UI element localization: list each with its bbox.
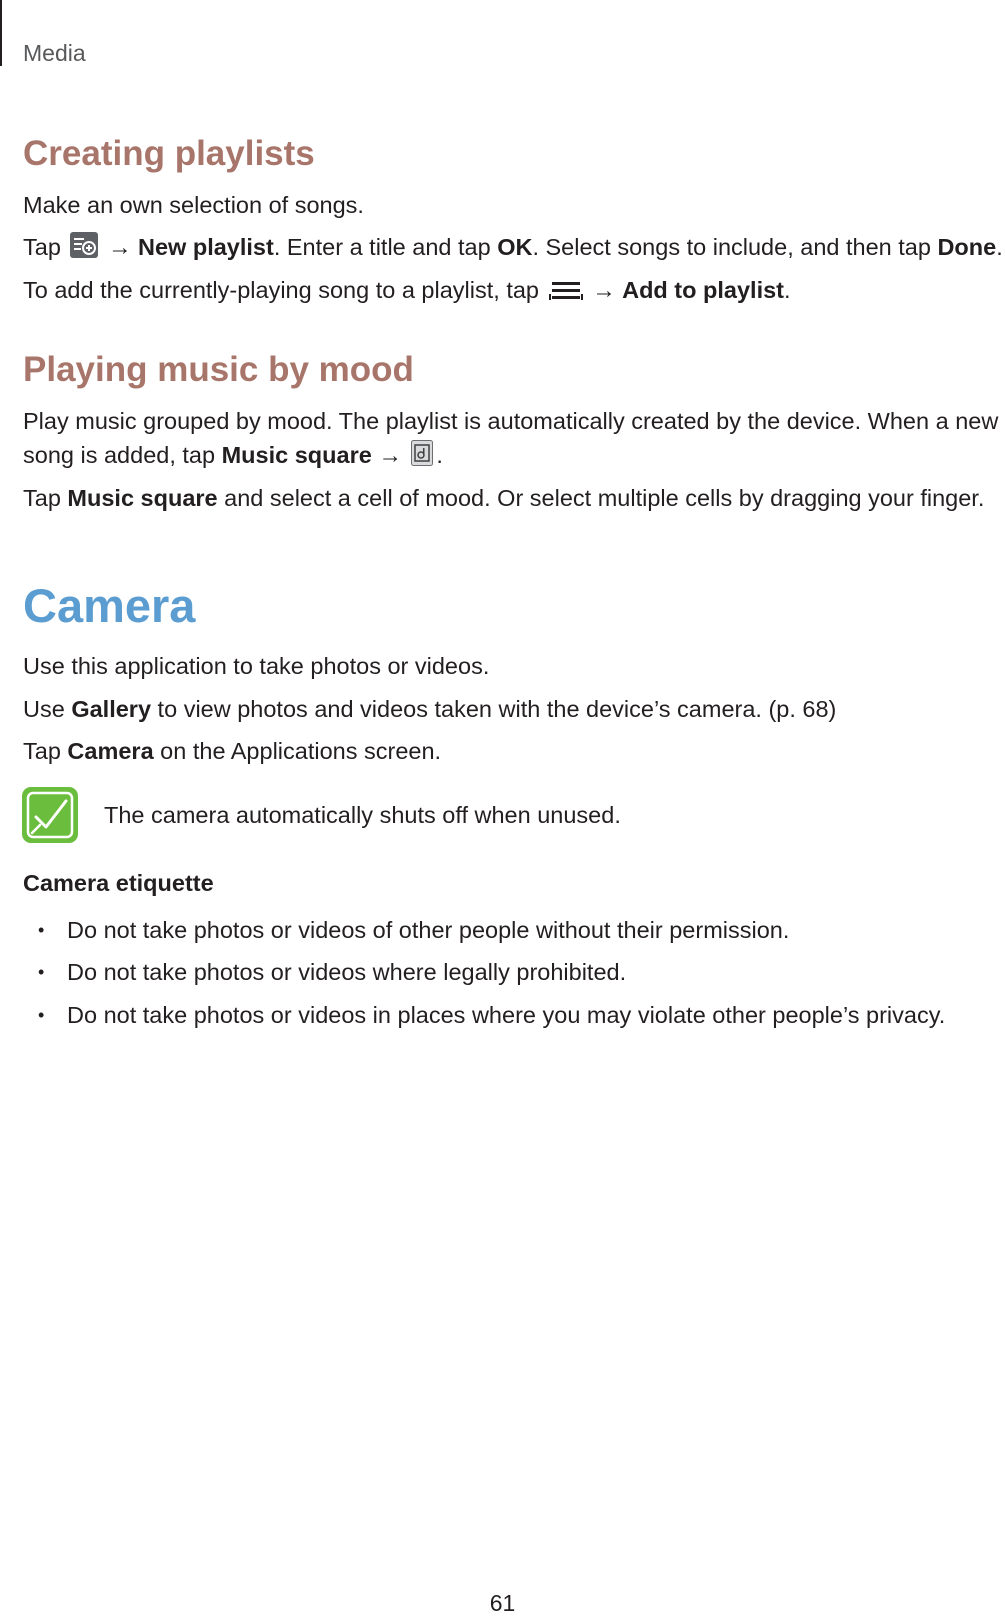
text-segment: and select a cell of mood. Or select multiple cells by dragging your finger. [217, 485, 985, 511]
section-heading-mood: Playing music by mood [23, 350, 414, 389]
label-add-to-playlist: Add to playlist [622, 277, 784, 303]
note-check-icon [22, 787, 78, 843]
camera-intro: Use this application to take photos or videos. [23, 653, 490, 679]
playlist-add-icon [70, 232, 98, 265]
chapter-heading-camera: Camera [23, 579, 196, 632]
arrow: → [107, 234, 132, 260]
running-head: Media [23, 40, 86, 66]
bullet-dot: • [38, 1005, 45, 1025]
mood-para-1b [23, 440, 443, 473]
bullet-dot: • [38, 962, 45, 982]
bullet-text: Do not take photos or videos where legally prohibited. [67, 959, 627, 985]
text-segment: . Select songs to include, and then tap [532, 234, 938, 260]
bullet-text: Do not take photos or videos in places where you may violate other people’s privacy. [67, 1002, 946, 1028]
text-segment: song is added, tap [23, 442, 222, 468]
text-segment: . Enter a title and tap [273, 234, 498, 260]
page-edge-line [0, 0, 2, 66]
mood-para-1: Play music grouped by mood. The playlist is automatically created by the device. When a new [23, 408, 999, 434]
bullet-dot: • [38, 920, 45, 940]
label-ok: OK [497, 234, 533, 260]
text-segment: . [996, 234, 1003, 260]
camera-gallery-line [23, 694, 836, 724]
menu-icon [549, 277, 583, 307]
text-segment: to view photos and videos taken with the device’s camera. (p. 68) [151, 696, 837, 722]
label-done: Done [937, 234, 997, 260]
arrow: → [378, 442, 402, 468]
camera-tap-line [23, 736, 441, 766]
text-segment: To add the currently-playing song to a playlist, tap [23, 277, 539, 303]
label-gallery: Gallery [71, 696, 152, 722]
label-music-square: Music square [67, 485, 218, 511]
subheading-camera-etiquette: Camera etiquette [23, 870, 214, 896]
page-number: 61 [489, 1590, 516, 1616]
label-new-playlist: New playlist [137, 234, 274, 260]
section-heading-playlists: Creating playlists [23, 134, 315, 173]
playlists-intro: Make an own selection of songs. [23, 192, 364, 218]
text-segment: . [784, 277, 791, 303]
label-music-square: Music square [221, 442, 372, 468]
bullet-text: Do not take photos or videos of other people without their permission. [67, 917, 790, 943]
text-segment: Tap [23, 485, 68, 511]
playlists-step-2 [23, 275, 791, 307]
text-tap: Tap [23, 234, 61, 260]
arrow: → [592, 277, 616, 303]
text-segment: Tap [23, 738, 68, 764]
text-segment: . [436, 442, 443, 468]
music-square-icon [411, 440, 433, 473]
note-text: The camera automatically shuts off when unused. [104, 802, 621, 828]
text-segment: Use [23, 696, 72, 722]
text-segment: on the Applications screen. [153, 738, 442, 764]
label-camera: Camera [67, 738, 154, 764]
playlists-step-1 [23, 232, 1003, 265]
mood-para-2 [23, 483, 984, 513]
